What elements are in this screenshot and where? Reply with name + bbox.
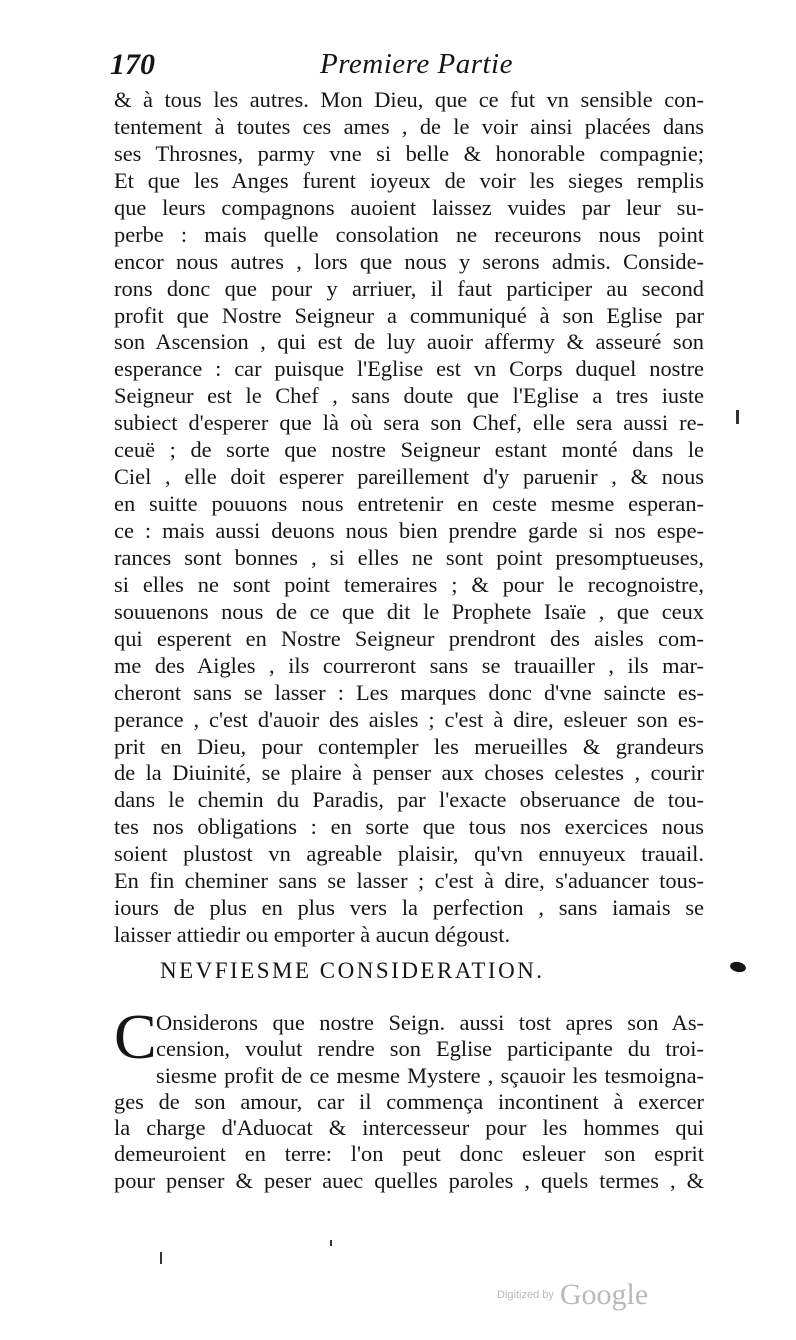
text-line: la charge d'Aduocat & intercesseur pour les hommes qui	[114, 1115, 704, 1141]
digitized-watermark	[497, 1278, 648, 1312]
stray-mark	[330, 1240, 332, 1246]
text-line: cheront sans se lasser : Les marques donc d'vne saincte es-	[114, 679, 704, 705]
page-number: 170	[110, 48, 155, 81]
text-line: soient plustost vn agreable plaisir, qu'vn ennuyeux trauail.	[114, 841, 704, 867]
drop-cap: C	[114, 1001, 157, 1072]
text-line: iours de plus en plus vers la perfection , sans iamais se	[114, 895, 704, 921]
text-line: tes nos obligations : en sorte que tous nos exercices nous	[114, 814, 704, 840]
running-title: Premiere Partie	[320, 48, 513, 80]
text-line: souuenons nous de ce que dit le Prophete Isaïe , que ceux	[114, 598, 704, 624]
running-head	[110, 48, 730, 84]
ink-blot	[729, 960, 747, 973]
text-line: subiect d'esperer que là où sera son Chef, elle sera aussi re-	[114, 410, 704, 436]
section-heading: NEVFIESME CONSIDERATION.	[160, 958, 545, 983]
text-line: Et que les Anges furent ioyeux de voir les sieges remplis	[114, 167, 704, 193]
google-logo: Google	[559, 1278, 649, 1311]
text-line: dans le chemin du Paradis, par l'exacte obseruance de tou-	[114, 787, 704, 813]
text-line: profit que Nostre Seigneur a communiqué à son Eglise par	[114, 302, 704, 328]
text-line: ceuë ; de sorte que nostre Seigneur estant monté dans le	[114, 437, 704, 463]
section-text	[114, 1001, 704, 1194]
text-line: perbe : mais quelle consolation ne receurons nous point	[114, 221, 704, 247]
text-line: Seigneur est le Chef , sans doute que l'Eglise a tres iuste	[114, 383, 704, 409]
text-line: En fin cheminer sans se lasser ; c'est à dire, s'aduancer tous-	[114, 868, 704, 894]
text-line: cension, voulut rendre son Eglise participante du troi-	[156, 1036, 704, 1062]
text-line: prit en Dieu, pour contempler les merueilles & grandeurs	[114, 733, 704, 759]
text-line: qui esperent en Nostre Seigneur prendront des aisles com-	[114, 625, 704, 651]
text-line: son Ascension , qui est de luy auoir affermy & asseuré son	[114, 329, 704, 355]
body-text	[114, 87, 704, 949]
text-line: me des Aigles , ils courreront sans se trauailler , ils mar-	[114, 652, 704, 678]
text-line: rances sont bonnes , si elles ne sont point presomptueuses,	[114, 544, 704, 570]
text-line: en suitte pouuons nous entretenir en ceste mesme esperan-	[114, 491, 704, 517]
text-line: siesme profit de ce mesme Mystere , sçauoir les tesmoigna-	[156, 1062, 704, 1088]
text-line: perance , c'est d'auoir des aisles ; c'est à dire, esleuer son es-	[114, 706, 704, 732]
text-line: ges de son amour, car il commença incontinent à exercer	[114, 1088, 704, 1114]
text-line: pour penser & peser auec quelles paroles , quels termes , &	[114, 1167, 704, 1193]
text-line: encor nous autres , lors que nous y serons admis. Conside-	[114, 248, 704, 274]
margin-mark	[736, 410, 739, 424]
text-line: Ciel , elle doit esperer pareillement d'y paruenir , & nous	[114, 464, 704, 490]
text-line: esperance : car puisque l'Eglise est vn Corps duquel nostre	[114, 356, 704, 382]
text-line: tentement à toutes ces ames , de le voir ainsi placées dans	[114, 113, 704, 139]
text-line: laisser attiedir ou emporter à aucun dégoust.	[114, 922, 511, 948]
text-line: que leurs compagnons auoient laissez vuides par leur su-	[114, 194, 704, 220]
text-line: de la Diuinité, se plaire à penser aux choses celestes , courir	[114, 760, 704, 786]
text-line: demeuroient en terre: l'on peut donc esleuer son esprit	[114, 1141, 704, 1167]
watermark-prefix: Digitized by	[497, 1289, 554, 1301]
text-line: & à tous les autres. Mon Dieu, que ce fut vn sensible con-	[114, 87, 704, 112]
text-line: ses Throsnes, parmy vne si belle & honorable compagnie;	[114, 140, 704, 166]
stray-mark	[160, 1252, 162, 1264]
text-line: rons donc que pour y arriuer, il faut participer au second	[114, 275, 704, 301]
text-line: si elles ne sont point temeraires ; & pour le recognoistre,	[114, 571, 704, 597]
text-line: ce : mais aussi deuons nous bien prendre garde si nos espe-	[114, 518, 704, 543]
text-line: Onsiderons que nostre Seign. aussi tost apres son As-	[156, 1010, 704, 1035]
